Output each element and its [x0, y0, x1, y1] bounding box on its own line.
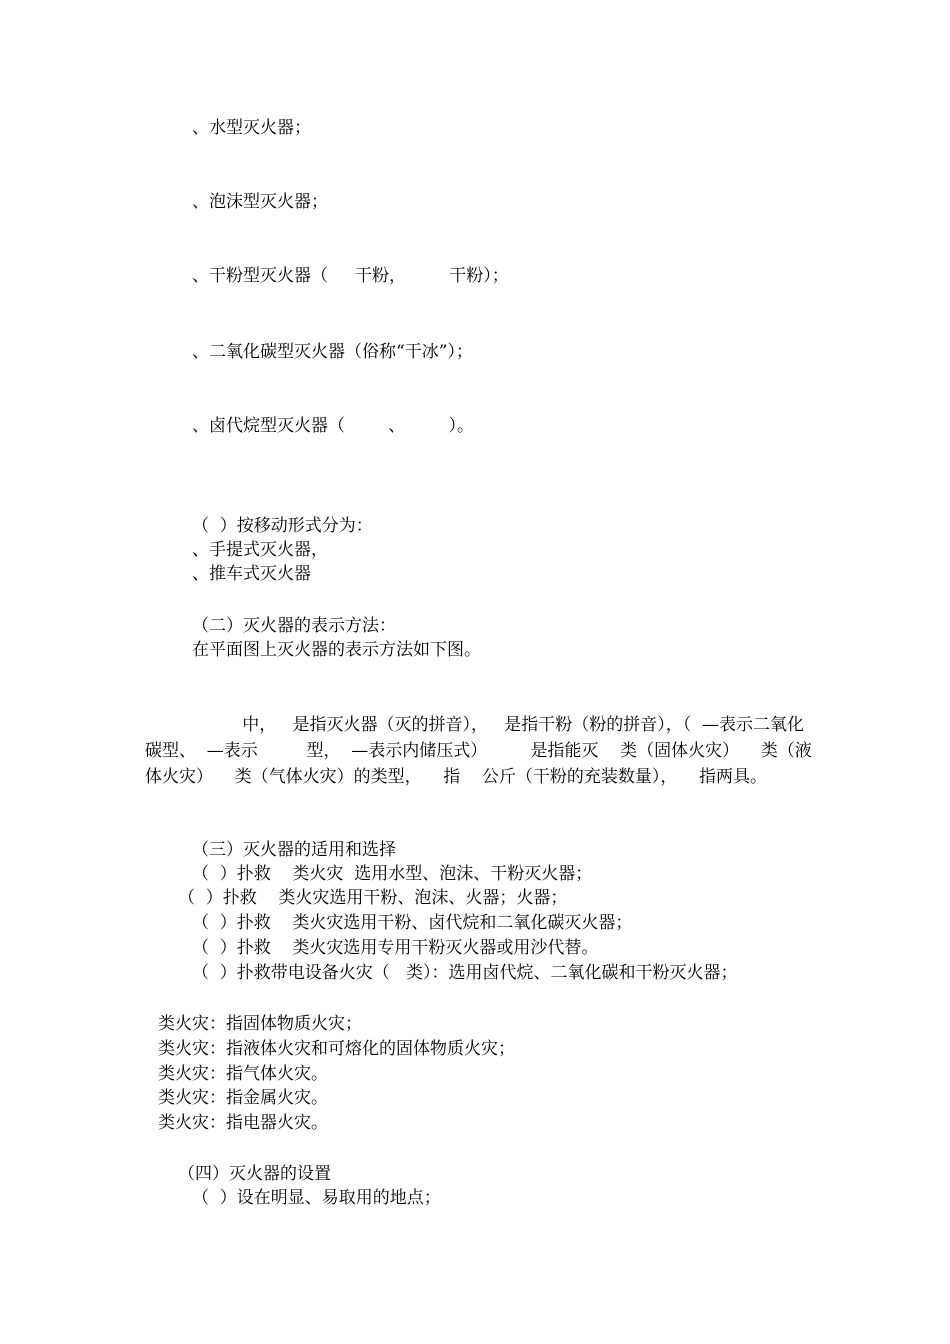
type-item-dry-powder: 、干粉型灭火器（ 干粉， 干粉）；: [192, 266, 509, 286]
mobility-item-portable: 、手提式灭火器，: [192, 540, 328, 560]
type-item-co2: 、二氧化碳型灭火器（俗称“干冰”）；: [192, 342, 473, 362]
selection-item-3: （ ）扑救 类火灾选用干粉、卤代烷和二氧化碳灭火器；: [192, 913, 633, 933]
representation-heading: （二）灭火器的表示方法：: [192, 616, 396, 636]
fire-class-d: 类火灾：指金属火灾。: [158, 1088, 328, 1108]
placement-item-1: （ ）设在明显、易取用的地点；: [192, 1188, 441, 1208]
placement-heading: （四）灭火器的设置: [178, 1164, 331, 1184]
representation-intro: 在平面图上灭火器的表示方法如下图。: [192, 640, 481, 660]
fire-class-c: 类火灾：指气体火灾。: [158, 1064, 328, 1084]
fire-class-a: 类火灾：指固体物质火灾；: [158, 1014, 362, 1034]
representation-explanation: 中， 是指灭火器（灭的拼音）， 是指干粉（粉的拼音），（ —表示二氧化碳型、 —表示 型， —表示内储压式） 是指能灭 类（固体火灾） 类（液体火灾） 类（气体火灾）的类型， 指 公斤（干粉的充装数量）， 指两具。: [145, 715, 812, 787]
mobility-item-wheeled: 、推车式灭火器: [192, 564, 311, 584]
type-item-foam: 、泡沫型灭火器；: [192, 192, 328, 212]
selection-item-2: （ ）扑救 类火灾选用干粉、泡沫、火器；火器；: [178, 888, 568, 908]
type-item-halon: 、卤代烷型灭火器（ 、 ）。: [192, 416, 474, 436]
fire-class-b: 类火灾：指液体火灾和可熔化的固体物质火灾；: [158, 1039, 515, 1059]
type-item-water: 、水型灭火器；: [192, 118, 311, 138]
selection-item-5: （ ）扑救带电设备火灾（ 类）：选用卤代烷、二氧化碳和干粉灭火器；: [192, 963, 738, 983]
mobility-heading: （ ）按移动形式分为：: [192, 516, 373, 536]
selection-heading: （三）灭火器的适用和选择: [192, 840, 396, 860]
selection-item-4: （ ）扑救 类火灾选用专用干粉灭火器或用沙代替。: [192, 938, 599, 958]
selection-item-1: （ ）扑救 类火灾 选用水型、泡沫、干粉灭火器；: [192, 864, 593, 884]
fire-class-e: 类火灾：指电器火灾。: [158, 1113, 328, 1133]
